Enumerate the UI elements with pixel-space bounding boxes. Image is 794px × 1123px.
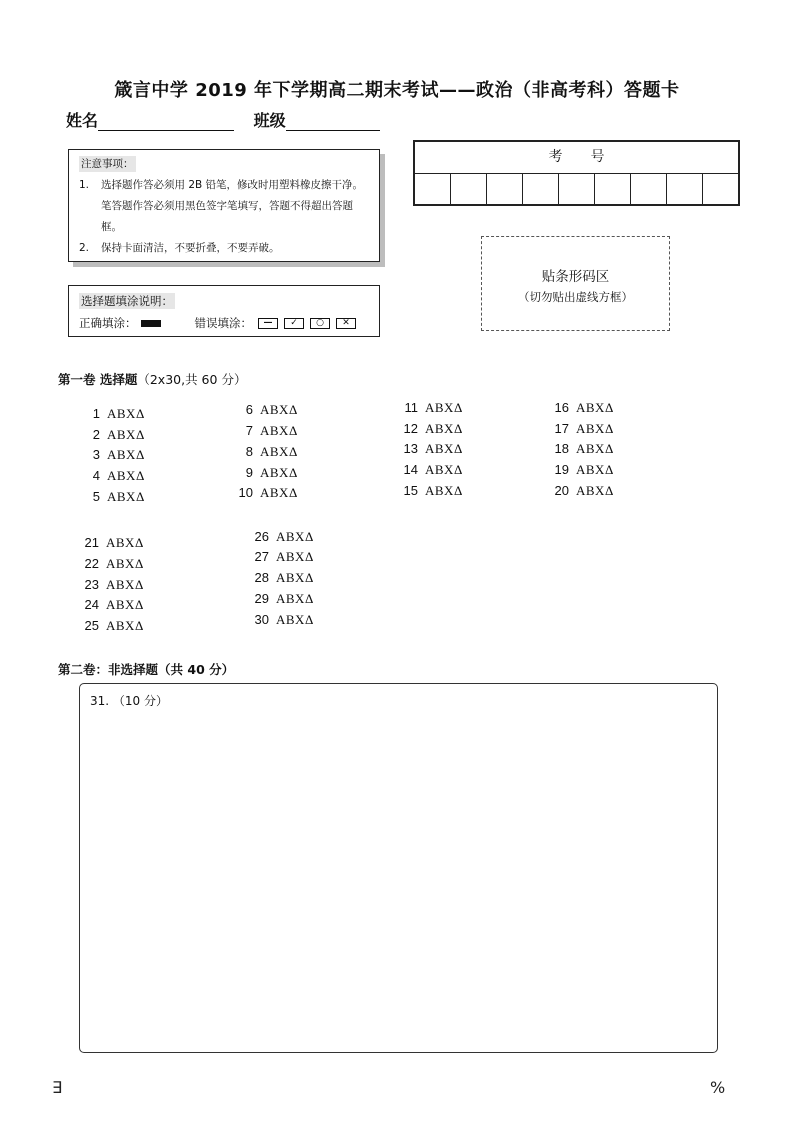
exam-number-box: [413, 140, 740, 206]
question-row[interactable]: 29 ABXΔ: [254, 591, 314, 606]
fill-heading: 选择题填涂说明：: [81, 294, 173, 308]
corner-mark-right: %: [710, 1078, 726, 1097]
question-row[interactable]: 8 ABXΔ: [245, 444, 298, 459]
exam-number-cell[interactable]: [595, 174, 631, 205]
question-row[interactable]: 9 ABXΔ: [245, 465, 298, 480]
section1-heading: 第一卷 选择题（2x30,共 60 分）: [58, 372, 247, 387]
exam-number-cell[interactable]: [631, 174, 667, 205]
correct-fill-label: 正确填涂：: [79, 316, 137, 330]
question-row[interactable]: 10 ABXΔ: [238, 485, 298, 500]
question-row[interactable]: 27 ABXΔ: [254, 549, 314, 564]
wrong-mark-check-icon: ✓: [284, 318, 304, 329]
name-class-row: [66, 108, 380, 131]
barcode-area: [481, 236, 670, 331]
exam-number-cell[interactable]: [451, 174, 487, 205]
question-row[interactable]: 1 ABXΔ: [92, 406, 145, 421]
question-row[interactable]: 28 ABXΔ: [254, 570, 314, 585]
wrong-fill-label: 错误填涂：: [194, 316, 252, 330]
wrong-mark-cross-icon: ✕: [336, 318, 356, 329]
class-field[interactable]: [286, 112, 380, 131]
question-row[interactable]: 22 ABXΔ: [84, 556, 144, 571]
question-row[interactable]: 16 ABXΔ: [554, 400, 614, 415]
question-row[interactable]: 2 ABXΔ: [92, 427, 145, 442]
correct-fill-mark: [141, 320, 161, 327]
question-row[interactable]: 12 ABXΔ: [403, 421, 463, 436]
exam-number-cell[interactable]: [523, 174, 559, 205]
question-row[interactable]: 17 ABXΔ: [554, 421, 614, 436]
class-label: 班级: [253, 111, 286, 130]
question-row[interactable]: 7 ABXΔ: [245, 423, 298, 438]
barcode-subtitle: （切勿贴出虚线方框）: [518, 290, 633, 304]
question-row[interactable]: 23 ABXΔ: [84, 577, 144, 592]
question-row[interactable]: 3 ABXΔ: [92, 447, 145, 462]
wrong-mark-circle-icon: ○: [310, 318, 330, 329]
notes-item: 1. 选择题作答必须用 2B 铅笔，修改时用塑料橡皮擦干净。笔答题作答必须用黑色签字笔填写，答题不得超出答题框。: [79, 179, 364, 233]
notes-heading: 注意事项：: [81, 158, 134, 170]
notes-box: [68, 149, 380, 262]
answer-box-31[interactable]: [79, 683, 718, 1053]
name-label: 姓名: [66, 111, 99, 130]
question-row[interactable]: 6 ABXΔ: [245, 402, 298, 417]
question-row[interactable]: 15 ABXΔ: [403, 483, 463, 498]
question-row[interactable]: 18 ABXΔ: [554, 441, 614, 456]
exam-number-cell[interactable]: [703, 174, 738, 205]
exam-number-cell[interactable]: [559, 174, 595, 205]
exam-number-cell[interactable]: [487, 174, 523, 205]
exam-number-label: 考号: [415, 142, 738, 174]
question-row[interactable]: 21 ABXΔ: [84, 535, 144, 550]
barcode-title: 贴条形码区: [541, 269, 610, 285]
question-row[interactable]: 25 ABXΔ: [84, 618, 144, 633]
question-row[interactable]: 13 ABXΔ: [403, 441, 463, 456]
question-row[interactable]: 30 ABXΔ: [254, 612, 314, 627]
question-row[interactable]: 24 ABXΔ: [84, 597, 144, 612]
question-row[interactable]: 20 ABXΔ: [554, 483, 614, 498]
notes-item: 2. 保持卡面清洁，不要折叠，不要弄破。: [79, 242, 280, 254]
question-31-label: 31. （10 分）: [90, 694, 168, 708]
wrong-mark-dash-icon: —: [258, 318, 278, 329]
fill-instructions-box: [68, 285, 380, 337]
page-title: 箴言中学 2019 年下学期高二期末考试——政治（非高考科）答题卡: [114, 80, 680, 101]
question-row[interactable]: 14 ABXΔ: [403, 462, 463, 477]
question-row[interactable]: 26 ABXΔ: [254, 529, 314, 544]
question-row[interactable]: 11 ABXΔ: [404, 400, 463, 415]
question-row[interactable]: 5 ABXΔ: [92, 489, 145, 504]
exam-number-cell[interactable]: [415, 174, 451, 205]
corner-mark-left: ∃: [52, 1078, 63, 1097]
question-row[interactable]: 19 ABXΔ: [554, 462, 614, 477]
name-field[interactable]: [98, 112, 234, 131]
exam-number-cell[interactable]: [667, 174, 703, 205]
question-row[interactable]: 4 ABXΔ: [92, 468, 145, 483]
section2-heading: 第二卷：非选择题（共 40 分）: [58, 662, 235, 677]
